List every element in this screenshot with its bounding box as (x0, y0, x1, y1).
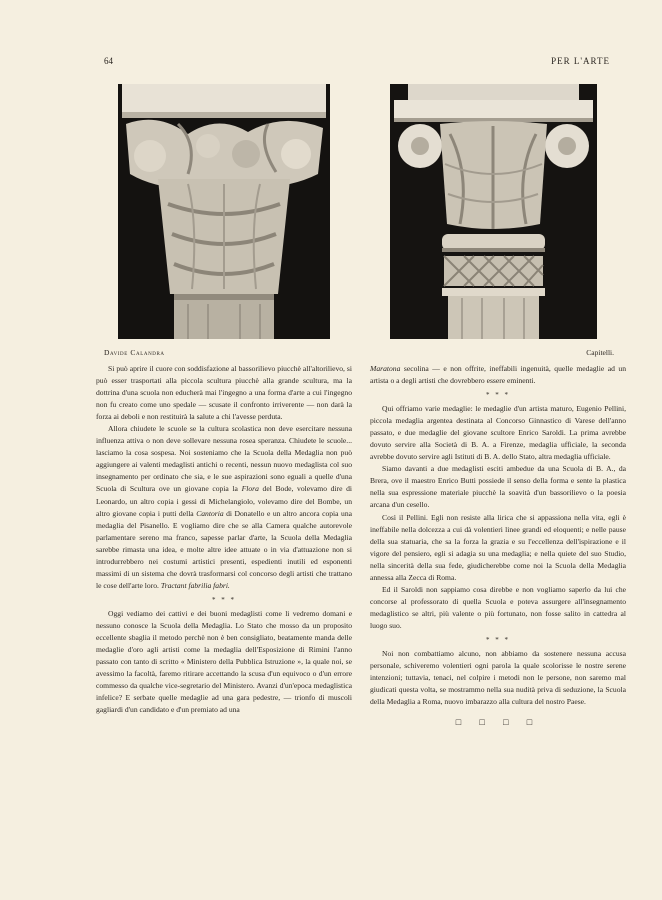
figure-caption-left: Davide Calandra (104, 348, 165, 357)
paragraph: Noi non combattiamo alcuno, non abbiamo da sostenere nessuna accusa personale, schiveremo volentieri ogni parola la quale scolorisse le nostre serene intenzioni; tuttavia, tenaci, nel colpire i metodi non le persone, non saremo mal giudicati questa volta, se mostrammo nella sua nudità priva di seduzione, la Scuola della Medaglia a Roma, nuovo imbarazzo alla cultura del nostro Paese. (370, 648, 626, 707)
page-number: 64 (104, 56, 113, 66)
text-column-right (370, 363, 626, 728)
section-separator: * * * (212, 595, 236, 604)
paragraph: Maratona secolina — e non offrite, ineffabili ingenuità, quelle medaglie ad un artista o a degli artisti che dovrebbero essere eminenti. (370, 364, 626, 386)
paragraph: Si può aprire il cuore con soddisfazione al bassorilievo piucchè all'altorilievo, si può esser trasportati alla piccola scultura piucchè alla grande scultura, ma la dottrina d'una scuola non educherà mai l'ingegno a una forma d'arte a cui l'ingegno non fu creato come uno spedale — scusate il confronto irriverente — non darà la forza ai deboli e non restituirà la salute a chi l'avesse perduta. (96, 364, 352, 422)
paragraph: Oggi vediamo dei cattivi e dei buoni medaglisti come li vedremo domani e nessuno conosce la Scuola della Medaglia. Lo Stato che mosso da un proposito eccellente sbaglia il metodo perchè non è ben consigliato, beatamente manda delle medaglie d'oro agli artisti come la medaglia dell'Esposizione di Rimini l'anno passato con tanto di scritto « Ministero della Pubblica Istruzione », la quale noi, se avessimo la facoltà, faremo ritirare accettando la scusa d'un equivoco o d'un errore commesso da qualche vice-segretario del Ministero. Avanzi d'un'epoca medaglistica infelice? E serbate quelle medaglie ad una gara pedestre, — trionfo di muscoli gagliardi d'un candidato e d'un premiato ad una (96, 608, 352, 715)
paragraph: Qui offriamo varie medaglie: le medaglie d'un artista maturo, Eugenio Pellini, piccola medaglia argentea destinata al Concorso Ginnastico di Varese dell'anno passato, e due medaglie del giovane scultore Enrico Saroldi. La prima avrebbe dovuto servire alla Società di B. A. a Firenze, medaglia ufficiale, la seconda avrebbe dovuto servire agli Istituti di B. A. dello Stato, altra medaglia ufficiale. (370, 404, 626, 462)
section-separator: * * * (486, 635, 510, 644)
text-column-left (96, 363, 352, 716)
paragraph: Così il Pellini. Egli non resiste alla lirica che si appassiona nella vita, egli è ineffabile nella dolcezza a cui dà volentieri linee grandi ed eloquenti; e nelle pause della sua statuaria, che sa la forza la grazia e su l'eccellenza dell'ispirazione e il vigore del pensiero, egli si adagia su una medaglia; e nella quiete del suo Studio, nella sincerità della sua fede, giudicherebbe come noi la Scuola della Medaglia annessa alla Zecca di Roma. (370, 512, 626, 582)
paragraph: Ed il Saroldi non sappiamo cosa direbbe e non vogliamo saperlo da lui che concorse al professorato di quella Scuola e poteva assurgere all'insegnamento medaglistico se altri, più valente o più fortunato, non fosse salito in cattedra al luogo suo. (370, 584, 626, 630)
paragraph: Siamo davanti a due medaglisti esciti ambedue da una Scuola di B. A., da Brera, ove il maestro Enrico Butti possiede il senso della forma e sente la plastica nella sua espressione materiale piucchè la soavità d'un bassorilievo o la poesia arcana d'un cesello. (370, 464, 626, 510)
end-ornament: □ □ □ □ (455, 717, 541, 728)
running-title: PER L'ARTE (551, 56, 610, 66)
figure-caption-right: Capitelli. (586, 348, 614, 357)
photo-capital-right (390, 84, 597, 339)
section-separator: * * * (486, 391, 510, 400)
photo-capital-left (118, 84, 330, 339)
paragraph: Allora chiudete le scuole se la cultura scolastica non deve esercitare nessuna influenza attiva o non deve sollevare nessuna rosea speranza. Chiudete le scuole... lasciamo la cosa sospesa. Noi sosteniamo che la Scuola della Medaglia non può aggiungere ai valenti medaglisti antichi o recenti, nessun nuovo medaglista col suo insegnamento per ordinato che sia, e le sue aspirazioni sono eguali a quelle d'una Scuola di Scultura ove un giovane copia la Flora del Bode, volevamo dire di Leonardo, un altro copia i gessi di Michelangiolo, volevamo dire del Bombe, un altro giovane copia i putti della Cantoria di Donatello e un altro ancora copia una medaglia del Pisanello. E vogliamo dire che se alla Camera qualche autorevole parlamentare sereno ma franco, sapesse parlar d'arte, la Scuola della Medaglia sarebbe rimasta una idea, e molte altre idee attuate o in via d'attuazione non si introdurrebbero nei costumi artistici presenti, espedienti inutili ed esponenti massimi di un sistema che dovrà trasformarsi col concorso degli artisti che trattano le cose dell'arte loro. Tractant fabrilia fabri. (96, 424, 352, 590)
